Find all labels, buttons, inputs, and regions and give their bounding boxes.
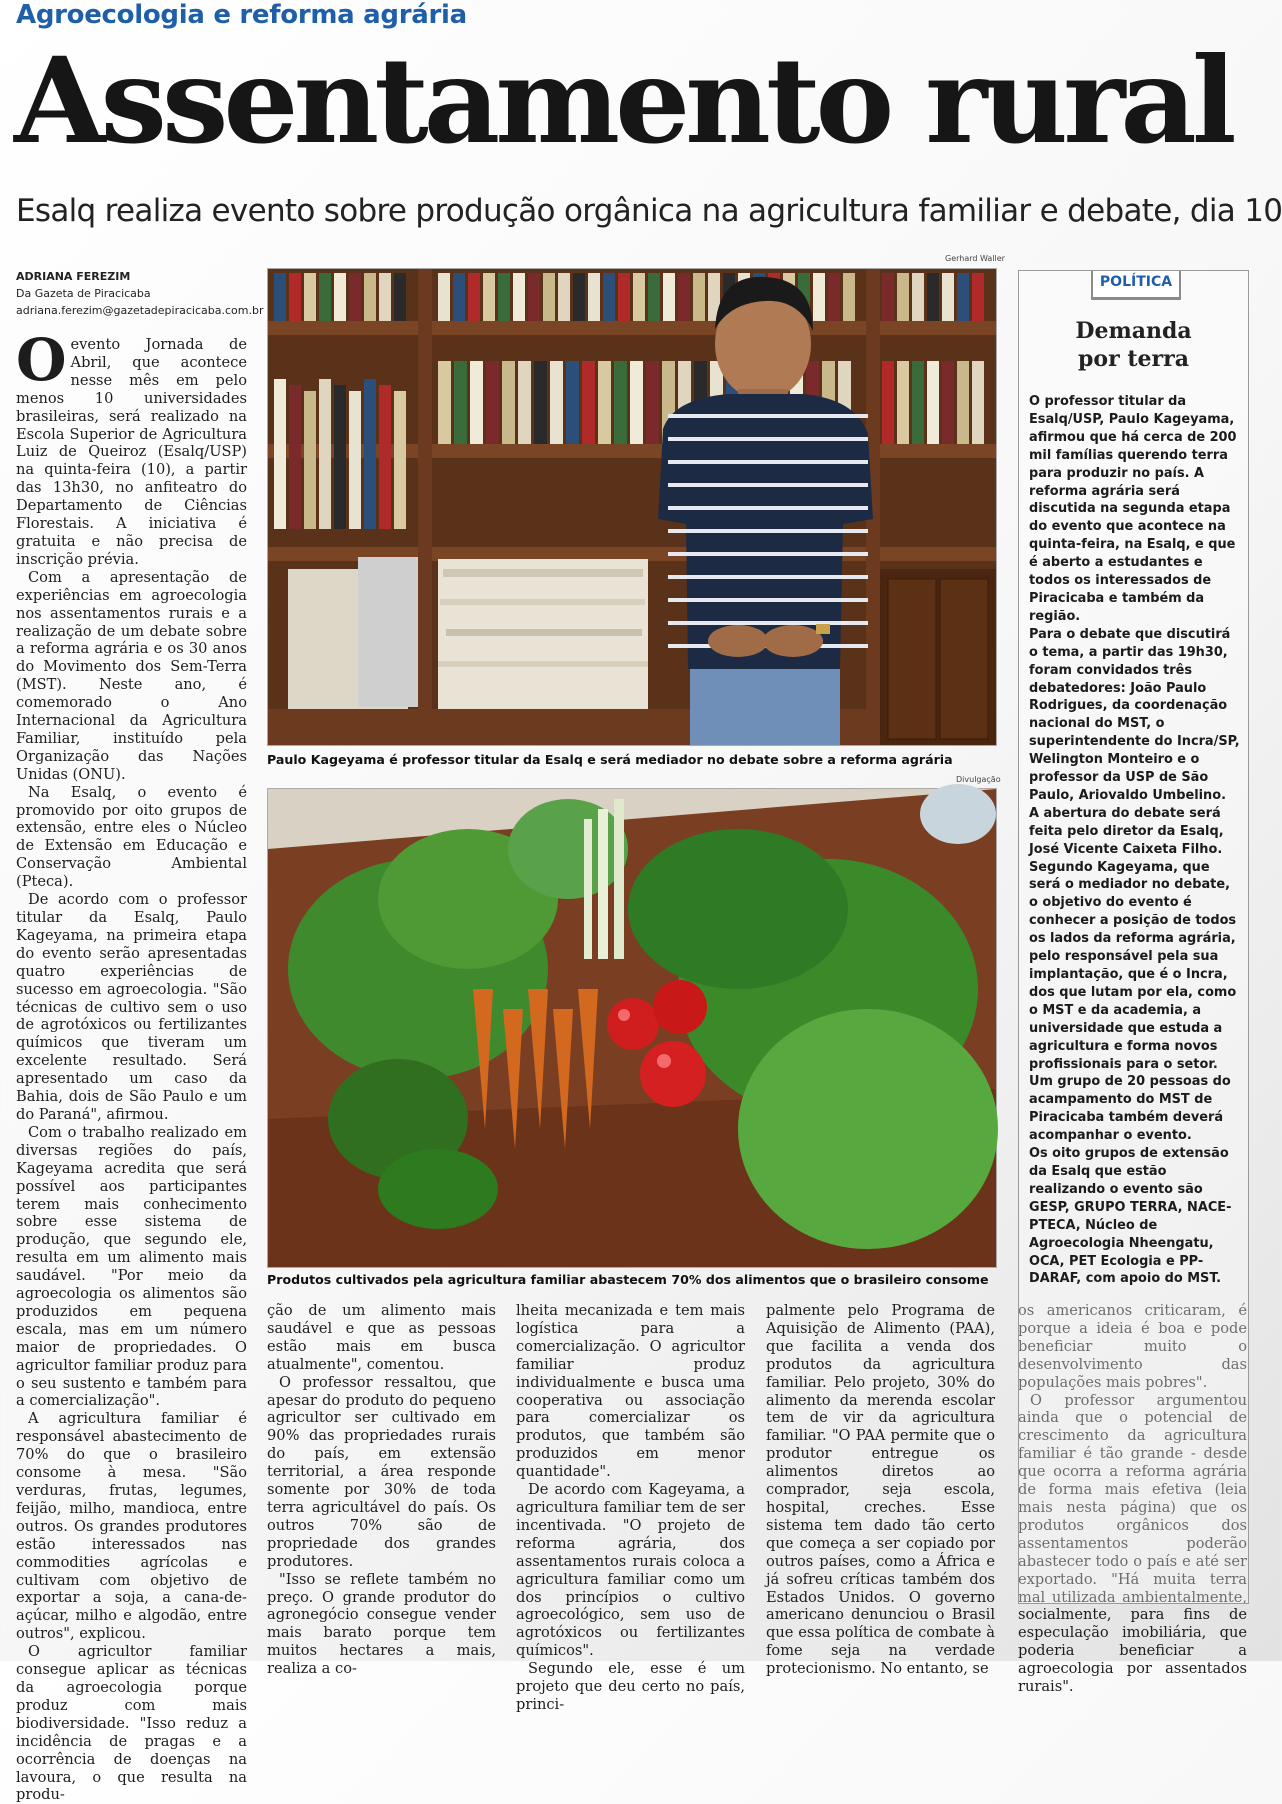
byline — [16, 268, 263, 319]
sidebar-paragraph: Um grupo de 20 pessoas do acampamento do MST de Piracicaba também deverá acompanhar o evento. — [1029, 1074, 1231, 1144]
vegetables-illustration — [268, 789, 996, 1267]
article-column-3 — [516, 1302, 745, 1713]
article-paragraph: De acordo com Kageyama, a agricultura familiar tem de ser incentivada. "O projeto de reforma agrária, dos assentamentos rurais coloca a agricultura familiar como um dos princípios o cultivo agroecológico, sem uso de agrotóxicos ou fertilizantes químicos". — [516, 1481, 745, 1660]
sidebar-paragraph: Para o debate que discutirá o tema, a partir das 19h30, foram convidados três debatedores: João Paulo Rodrigues, da coordenação nacional do MST, o superintendente do Incra/SP, Welington Monteiro e o professor da USP de São Paulo, Ariovaldo Umbelino. — [1029, 626, 1240, 803]
photo-credit-2: Divulgação — [956, 775, 1001, 784]
article-column-1 — [16, 326, 247, 1804]
article-paragraph-text: evento Jornada de Abril, que acontece nesse mês em pelo menos 10 universidades brasileiras, será realizado na Escola Superior de Agricultura Luiz de Queiroz (Esalq/USP) na quinta-feira (10), a partir das 13h30, no anfiteatro do Departamento de Ciências Florestais. A iniciativa é gratuita e não precisa de inscrição prévia. — [16, 336, 247, 568]
article-paragraph: Com o trabalho realizado em diversas regiões do país, Kageyama acredita que será possível aos participantes terem mais conhecimento sobre esse sistema de produção, que segundo ele, resulta em um alimento mais saudável. "Por meio da agroecologia os alimentos são produzidos em pequena escala, mas em um número maior de propriedades. O agricultor familiar produz para o seu sustento e também para a comercialização". — [16, 1123, 247, 1410]
photo-vegetables — [267, 788, 997, 1268]
article-paragraph: A agricultura familiar é responsável abastecimento de 70% do que o brasileiro consome à mesa. "São verduras, frutas, legumes, feijão, milho, mandioca, entre outros. Os grandes produtores estão interessados nas commodities agrícolas e cultivam com objetivo de exportar a soja, a cana-de-açúcar, milho e algodão, entre outros", explicou. — [16, 1410, 247, 1643]
sidebar-paragraph: O professor titular da Esalq/USP, Paulo Kageyama, afirmou que há cerca de 200 mil famílias querendo terra para produzir no país. A reforma agrária será discutida na segunda etapa do evento que acontece na quinta-feira, na Esalq, e que é aberto a estudantes e todos os interessados de Piracicaba e também da região. — [1029, 394, 1237, 624]
article-paragraph: O professor argumentou ainda que o potencial de crescimento da agricultura familiar é tão grande - desde que ocorra a reforma agrária de forma mais efetiva (leia mais nesta página) que os produtos orgânicos dos assentamentos poderão abastecer todo o país e até ser exportado. "Há muita terra mal utilizada ambientalmente, socialmente, para fins de especulação imobiliária, que poderia beneficiar a agroecologia por assentados rurais". — [1018, 1391, 1247, 1696]
photo-professor — [267, 268, 997, 746]
article-column-4 — [766, 1302, 995, 1678]
article-paragraph: Com a apresentação de experiências em agroecologia nos assentamentos rurais e a realização de um debate sobre a reforma agrária e os 30 anos do Movimento dos Sem-Terra (MST). Neste ano, é comemorado o Ano Internacional da Agricultura Familiar, instituído pela Organização das Nações Unidas (ONU). — [16, 568, 247, 783]
sidebar-tag: POLÍTICA — [1091, 271, 1181, 300]
photo-credit-1: Gerhard Waller — [945, 254, 1005, 263]
photo-caption-1: Paulo Kageyama é professor titular da Esalq e será mediador no debate sobre a reforma agrária — [267, 752, 953, 767]
photo-caption-2: Produtos cultivados pela agricultura familiar abastecem 70% dos alimentos que o brasileiro consome — [267, 1272, 989, 1287]
article-paragraph: Segundo ele, esse é um projeto que deu certo no país, princi- — [516, 1660, 745, 1713]
article-paragraph: ção de um alimento mais saudável e que as pessoas estão mais em busca atualmente", comentou. — [267, 1302, 496, 1373]
sidebar-paragraph: A abertura do debate será feita pelo diretor da Esalq, José Vicente Caixeta Filho. — [1029, 805, 1224, 857]
article-paragraph: "Isso se reflete também no preço. O grande produtor do agronegócio consegue vender mais barato porque tem muitos hectares a mais, realiza a co- — [267, 1570, 496, 1678]
sidebar-paragraph: Os oito grupos de extensão da Esalq que estão realizando o evento são GESP, GRUPO TERRA, NACE-PTECA, Núcleo de Agroecologia Nheengatu, OCA, PET Ecologia e PP-DARAF, com apoio do MST. — [1029, 1146, 1232, 1287]
article-paragraph: os americanos criticaram, é porque a ideia é boa e pode beneficiar muito o desenvolvimento das populações mais pobres". — [1018, 1302, 1247, 1391]
headline: Assentamento rural — [14, 31, 1232, 170]
sidebar-title: Demanda por terra — [1075, 318, 1192, 372]
sidebar-box — [1018, 270, 1249, 1604]
article-paragraph: O professor ressaltou, que apesar do produto do pequeno agricultor ser cultivado em 90% das propriedades rurais do país, em extensão territorial, a área responde somente por 30% de toda terra agricultável do país. Os outros 70% são de propriedade dos grandes produtores. — [267, 1373, 496, 1570]
article-column-2 — [267, 1302, 496, 1678]
byline-author: ADRIANA FEREZIM — [16, 270, 131, 283]
article-paragraph: De acordo com o professor titular da Esalq, Paulo Kageyama, na primeira etapa do evento serão apresentadas quatro experiências de sucesso em agroecologia. "São técnicas de cultivo sem o uso de agrotóxicos ou fertilizantes químicos que tiveram um excelente resultado. Será apresentado um caso da Bahia, dois de São Paulo e um do Paraná", afirmou. — [16, 891, 247, 1123]
article-paragraph: Na Esalq, o evento é promovido por oito grupos de extensão, entre eles o Núcleo de Extensão em Educação e Conservação Ambiental (Pteca). — [16, 783, 247, 891]
article-paragraph: lheita mecanizada e tem mais logística para a comercialização. O agricultor familiar produz individualmente e busca uma cooperativa ou associação para comercializar os produtos, que também são produzidos em menor quantidade". — [516, 1302, 745, 1481]
professor-in-office-illustration — [268, 269, 996, 745]
section-kicker: Agroecologia e reforma agrária — [16, 0, 467, 30]
sidebar-body — [1029, 393, 1241, 1288]
sidebar-paragraph: Segundo Kageyama, que será o mediador no debate, o objetivo do evento é conhecer a posição de todos os lados da reforma agrária, pelo responsável pela sua implantação, que é o Incra, dos que lutam por ela, como o MST e da academia, a universidade que estuda a agricultura e forma novos profissionais para o setor. — [1029, 859, 1237, 1072]
article-paragraph: palmente pelo Programa de Aquisição de Alimento (PAA), que facilita a venda dos produtos da agricultura familiar. Pelo projeto, 30% do alimento da merenda escolar tem de vir da agricultura familiar. "O PAA permite que o produtor entregue os alimentos diretos ao comprador, seja escola, hospital, creches. Esse sistema tem dado tão certo que começa a ser copiado por outros países, como a África e já sofreu críticas também dos Estados Unidos. O governo americano denunciou o Brasil que essa política de combate à fome seja na verdade protecionismo. No entanto, se — [766, 1302, 995, 1678]
deck-subtitle: Esalq realiza evento sobre produção orgânica na agricultura familiar e debate, dia 10 — [16, 193, 1282, 229]
byline-email[interactable]: adriana.ferezim@gazetadepiracicaba.com.br — [16, 304, 264, 317]
byline-outlet: Da Gazeta de Piracicaba — [16, 287, 151, 300]
drop-cap: O — [16, 326, 67, 394]
article-paragraph: O agricultor familiar consegue aplicar as técnicas da agroecologia porque produz com mais biodiversidade. "Isso reduz a incidência de pragas e a ocorrência de doenças na lavoura, o que resulta na produ- — [16, 1643, 247, 1804]
